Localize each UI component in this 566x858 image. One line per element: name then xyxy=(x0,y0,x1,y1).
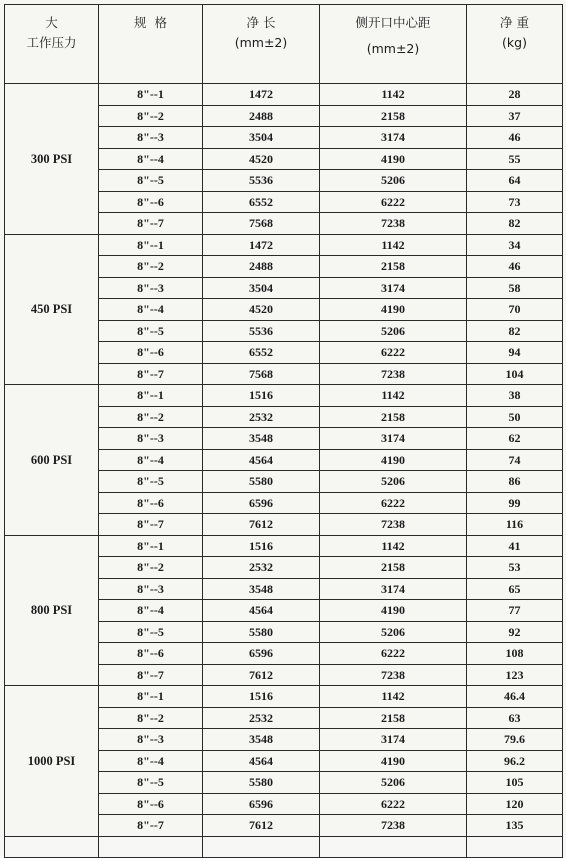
weight-cell: 53 xyxy=(467,557,563,579)
weight-cell: 73 xyxy=(467,191,563,213)
spec-cell: 8"--2 xyxy=(99,557,203,579)
header-weight-line1: 净 重 xyxy=(500,15,529,30)
table-row xyxy=(5,686,563,708)
weight-cell: 94 xyxy=(467,342,563,364)
weight-cell: 70 xyxy=(467,299,563,321)
table-row xyxy=(5,535,563,557)
header-weight xyxy=(467,5,563,84)
weight-cell: 37 xyxy=(467,105,563,127)
spec-cell: 8"--5 xyxy=(99,621,203,643)
header-center-distance xyxy=(320,5,467,84)
weight-cell: 82 xyxy=(467,320,563,342)
weight-cell: 79.6 xyxy=(467,729,563,751)
weight-cell: 46.4 xyxy=(467,686,563,708)
length-cell: 6596 xyxy=(203,793,320,815)
weight-cell: 105 xyxy=(467,772,563,794)
length-cell: 3548 xyxy=(203,729,320,751)
spec-cell: 8"--3 xyxy=(99,428,203,450)
length-cell: 5580 xyxy=(203,772,320,794)
length-cell: 2488 xyxy=(203,105,320,127)
length-cell: 4520 xyxy=(203,148,320,170)
center-distance-cell: 1142 xyxy=(320,535,467,557)
center-distance-cell: 7238 xyxy=(320,815,467,837)
pressure-group-label: 800 PSI xyxy=(5,535,99,686)
header-length-line2: (mm±2) xyxy=(234,35,288,50)
weight-cell: 38 xyxy=(467,385,563,407)
spec-cell: 8"--3 xyxy=(99,127,203,149)
spec-cell: 8"--6 xyxy=(99,342,203,364)
header-center-line2: (mm±2) xyxy=(366,41,420,56)
weight-cell: 120 xyxy=(467,793,563,815)
spec-cell: 8"--1 xyxy=(99,385,203,407)
length-cell: 2488 xyxy=(203,256,320,278)
spec-cell: 8"--5 xyxy=(99,320,203,342)
weight-cell: 64 xyxy=(467,170,563,192)
weight-cell: 65 xyxy=(467,578,563,600)
center-distance-cell: 5206 xyxy=(320,621,467,643)
table-header xyxy=(5,5,563,84)
length-cell: 1472 xyxy=(203,234,320,256)
center-distance-cell: 6222 xyxy=(320,643,467,665)
header-weight-line2: (kg) xyxy=(502,35,527,50)
weight-cell: 41 xyxy=(467,535,563,557)
spec-cell: 8"--1 xyxy=(99,84,203,106)
center-distance-cell: 7238 xyxy=(320,514,467,536)
weight-cell: 58 xyxy=(467,277,563,299)
spec-cell: 8"--4 xyxy=(99,600,203,622)
center-distance-cell: 4190 xyxy=(320,148,467,170)
length-cell: 7612 xyxy=(203,815,320,837)
weight-cell: 96.2 xyxy=(467,750,563,772)
center-distance-cell: 6222 xyxy=(320,191,467,213)
center-distance-cell: 3174 xyxy=(320,428,467,450)
spec-cell: 8"--2 xyxy=(99,256,203,278)
spec-cell: 8"--4 xyxy=(99,148,203,170)
header-spec xyxy=(99,5,203,84)
spec-cell: 8"--7 xyxy=(99,213,203,235)
center-distance-cell: 3174 xyxy=(320,729,467,751)
weight-cell: 77 xyxy=(467,600,563,622)
weight-cell: 55 xyxy=(467,148,563,170)
pressure-spec-table xyxy=(4,4,563,858)
length-cell: 2532 xyxy=(203,707,320,729)
spec-cell: 8"--2 xyxy=(99,406,203,428)
center-distance-cell: 1142 xyxy=(320,686,467,708)
length-cell: 7568 xyxy=(203,363,320,385)
spec-cell: 8"--1 xyxy=(99,234,203,256)
length-cell: 6596 xyxy=(203,492,320,514)
weight-cell: 108 xyxy=(467,643,563,665)
pressure-group-label: 300 PSI xyxy=(5,84,99,235)
header-pressure xyxy=(5,5,99,84)
spec-cell: 8"--3 xyxy=(99,578,203,600)
spec-cell: 8"--6 xyxy=(99,643,203,665)
length-cell: 4564 xyxy=(203,449,320,471)
length-cell: 6596 xyxy=(203,643,320,665)
empty-cell xyxy=(99,836,203,858)
length-cell: 4520 xyxy=(203,299,320,321)
center-distance-cell: 4190 xyxy=(320,299,467,321)
length-cell: 5536 xyxy=(203,170,320,192)
header-length xyxy=(203,5,320,84)
table-row xyxy=(5,234,563,256)
weight-cell: 86 xyxy=(467,471,563,493)
center-distance-cell: 2158 xyxy=(320,707,467,729)
empty-cell xyxy=(467,836,563,858)
spec-cell: 8"--7 xyxy=(99,815,203,837)
header-pressure-line1: 大 xyxy=(45,15,58,30)
spec-cell: 8"--7 xyxy=(99,664,203,686)
center-distance-cell: 5206 xyxy=(320,170,467,192)
center-distance-cell: 1142 xyxy=(320,234,467,256)
length-cell: 5580 xyxy=(203,621,320,643)
length-cell: 1516 xyxy=(203,535,320,557)
center-distance-cell: 7238 xyxy=(320,213,467,235)
center-distance-cell: 2158 xyxy=(320,256,467,278)
weight-cell: 74 xyxy=(467,449,563,471)
spec-cell: 8"--5 xyxy=(99,471,203,493)
spec-cell: 8"--7 xyxy=(99,363,203,385)
spec-cell: 8"--7 xyxy=(99,514,203,536)
center-distance-cell: 1142 xyxy=(320,385,467,407)
weight-cell: 28 xyxy=(467,84,563,106)
pressure-group-label: 450 PSI xyxy=(5,234,99,385)
spec-cell: 8"--6 xyxy=(99,191,203,213)
center-distance-cell: 5206 xyxy=(320,320,467,342)
weight-cell: 50 xyxy=(467,406,563,428)
center-distance-cell: 3174 xyxy=(320,127,467,149)
spec-cell: 8"--6 xyxy=(99,492,203,514)
spec-cell: 8"--5 xyxy=(99,772,203,794)
center-distance-cell: 5206 xyxy=(320,471,467,493)
table-body xyxy=(5,84,563,858)
spec-cell: 8"--4 xyxy=(99,299,203,321)
length-cell: 3504 xyxy=(203,127,320,149)
header-center-line1: 侧开口中心距 xyxy=(355,15,431,30)
table-footer-spacer xyxy=(5,836,563,858)
center-distance-cell: 4190 xyxy=(320,449,467,471)
length-cell: 2532 xyxy=(203,557,320,579)
weight-cell: 34 xyxy=(467,234,563,256)
spec-cell: 8"--3 xyxy=(99,729,203,751)
length-cell: 5536 xyxy=(203,320,320,342)
center-distance-cell: 2158 xyxy=(320,557,467,579)
weight-cell: 99 xyxy=(467,492,563,514)
length-cell: 7612 xyxy=(203,664,320,686)
length-cell: 7568 xyxy=(203,213,320,235)
length-cell: 4564 xyxy=(203,750,320,772)
length-cell: 4564 xyxy=(203,600,320,622)
spec-cell: 8"--1 xyxy=(99,686,203,708)
empty-cell xyxy=(320,836,467,858)
empty-cell xyxy=(5,836,99,858)
spec-cell: 8"--3 xyxy=(99,277,203,299)
length-cell: 6552 xyxy=(203,342,320,364)
table-row xyxy=(5,385,563,407)
center-distance-cell: 6222 xyxy=(320,492,467,514)
header-pressure-line2: 工作压力 xyxy=(26,35,77,50)
length-cell: 3548 xyxy=(203,578,320,600)
weight-cell: 116 xyxy=(467,514,563,536)
weight-cell: 135 xyxy=(467,815,563,837)
header-spec-label: 规 格 xyxy=(134,15,167,30)
center-distance-cell: 2158 xyxy=(320,105,467,127)
center-distance-cell: 7238 xyxy=(320,664,467,686)
length-cell: 5580 xyxy=(203,471,320,493)
spec-cell: 8"--4 xyxy=(99,449,203,471)
center-distance-cell: 1142 xyxy=(320,84,467,106)
center-distance-cell: 6222 xyxy=(320,793,467,815)
pressure-group-label: 1000 PSI xyxy=(5,686,99,837)
empty-cell xyxy=(203,836,320,858)
spec-cell: 8"--6 xyxy=(99,793,203,815)
length-cell: 2532 xyxy=(203,406,320,428)
spec-cell: 8"--5 xyxy=(99,170,203,192)
weight-cell: 62 xyxy=(467,428,563,450)
center-distance-cell: 3174 xyxy=(320,277,467,299)
spec-cell: 8"--2 xyxy=(99,707,203,729)
weight-cell: 63 xyxy=(467,707,563,729)
weight-cell: 46 xyxy=(467,127,563,149)
center-distance-cell: 4190 xyxy=(320,750,467,772)
center-distance-cell: 3174 xyxy=(320,578,467,600)
length-cell: 3504 xyxy=(203,277,320,299)
pressure-group-label: 600 PSI xyxy=(5,385,99,536)
center-distance-cell: 7238 xyxy=(320,363,467,385)
length-cell: 6552 xyxy=(203,191,320,213)
header-length-line1: 净 长 xyxy=(246,15,276,30)
center-distance-cell: 2158 xyxy=(320,406,467,428)
weight-cell: 46 xyxy=(467,256,563,278)
center-distance-cell: 5206 xyxy=(320,772,467,794)
weight-cell: 104 xyxy=(467,363,563,385)
spec-cell: 8"--4 xyxy=(99,750,203,772)
center-distance-cell: 6222 xyxy=(320,342,467,364)
length-cell: 1516 xyxy=(203,385,320,407)
spec-cell: 8"--2 xyxy=(99,105,203,127)
length-cell: 3548 xyxy=(203,428,320,450)
spec-cell: 8"--1 xyxy=(99,535,203,557)
weight-cell: 82 xyxy=(467,213,563,235)
length-cell: 1516 xyxy=(203,686,320,708)
table-row xyxy=(5,84,563,106)
center-distance-cell: 4190 xyxy=(320,600,467,622)
weight-cell: 92 xyxy=(467,621,563,643)
length-cell: 7612 xyxy=(203,514,320,536)
length-cell: 1472 xyxy=(203,84,320,106)
weight-cell: 123 xyxy=(467,664,563,686)
